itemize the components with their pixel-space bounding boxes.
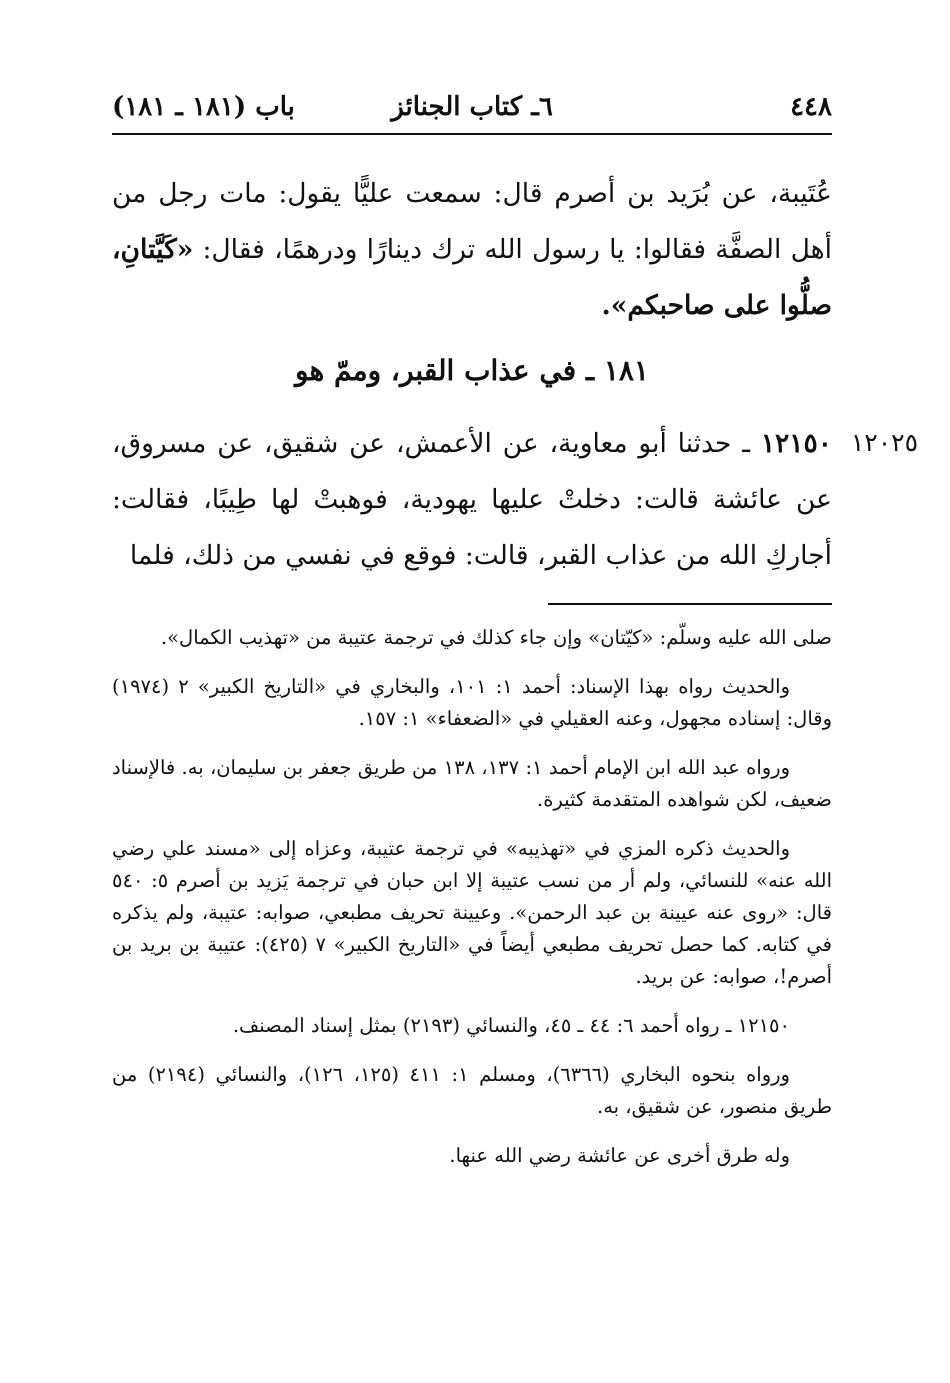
margin-hadith-number: ١٢٠٢٥ — [850, 428, 918, 457]
section-heading: ١٨١ ـ في عذاب القبر، وممّ هو — [295, 354, 649, 387]
hadith-paragraph — [112, 416, 832, 584]
chapter-range: باب (١٨١ ـ ١٨١) — [112, 92, 295, 122]
footnote: وله طرق أخرى عن عائشة رضي الله عنها. — [449, 1144, 790, 1167]
continued-paragraph — [112, 166, 832, 334]
book-title: ٦ـ كتاب الجنائز — [391, 92, 553, 122]
header-rule — [112, 133, 832, 135]
page-number: ٤٤٨ — [790, 92, 832, 122]
hadith-text: ـ حدثنا أبو معاوية، عن الأعمش، عن شقيق، عن مسروق، عن عائشة قالت: دخلتْ عليها يهودية، فوهبتْ لها طِيبًا، فقالت: أجاركِ الله من عذاب القبر، قالت: فوقع في نفسي من ذلك، فلما — [112, 428, 832, 571]
paragraph-text: عُتَيبة، عن بُرَيد بن أصرم قال: سمعت عليًّا يقول: مات رجل من أهل الصفَّة فقالوا: يا رسول الله ترك دينارًا ودرهمًا، فقال: — [112, 178, 832, 265]
footnote: ١٢١٥٠ ـ رواه أحمد ٦: ٤٤ ـ ٤٥، والنسائي (٢١٩٣) بمثل إسناد المصنف. — [232, 1014, 790, 1037]
footnote: ورواه عبد الله ابن الإمام أحمد ١: ١٣٧، ١٣٨ من طريق جعفر بن سليمان، به. فالإسناد ضعيف، لكن شواهده المتقدمة كثيرة. — [112, 756, 832, 811]
footnote: والحديث رواه بهذا الإسناد: أحمد ١: ١٠١، والبخاري في «التاريخ الكبير» ٢ (١٩٧٤) وقال: إسناده مجهول، وعنه العقيلي في «الضعفاء» ١: ١٥٧. — [112, 675, 832, 730]
footnote: صلى الله عليه وسلّم: «كيّتان» وإن جاء كذلك في ترجمة عتيبة من «تهذيب الكمال». — [160, 626, 832, 649]
prophetic-quote: «كَيَّتانِ، صلُّوا على صاحبكم». — [112, 234, 832, 321]
footnote-rule — [548, 603, 832, 605]
hadith-number: ١٢١٥٠ — [760, 428, 832, 459]
footnotes — [112, 622, 832, 1189]
footnote: ورواه بنحوه البخاري (٦٣٦٦)، ومسلم ١: ٤١١ (١٢٥، ١٢٦)، والنسائي (٢١٩٤) من طريق منصور، عن شقيق، به. — [112, 1063, 832, 1118]
footnote: والحديث ذكره المزي في «تهذيبه» في ترجمة عتيبة، وعزاه إلى «مسند علي رضي الله عنه» للنسائي، ولم أر من نسب عتيبة إلا ابن حبان في ترجمة يَزيد بن أصرم ٥: ٥٤٠ قال: «روى عنه عيينة بن عبد الرحمن». وعيينة تحريف مطبعي، صوابه: عتيبة، ولم يذكره في كتابه. كما حصل تحريف مطبعي أيضاً في «التاريخ الكبير» ٧ (٤٢٥): عتيبة بن بريد بن أصرم!، صوابه: عن بريد. — [112, 837, 832, 988]
running-header — [112, 90, 832, 130]
